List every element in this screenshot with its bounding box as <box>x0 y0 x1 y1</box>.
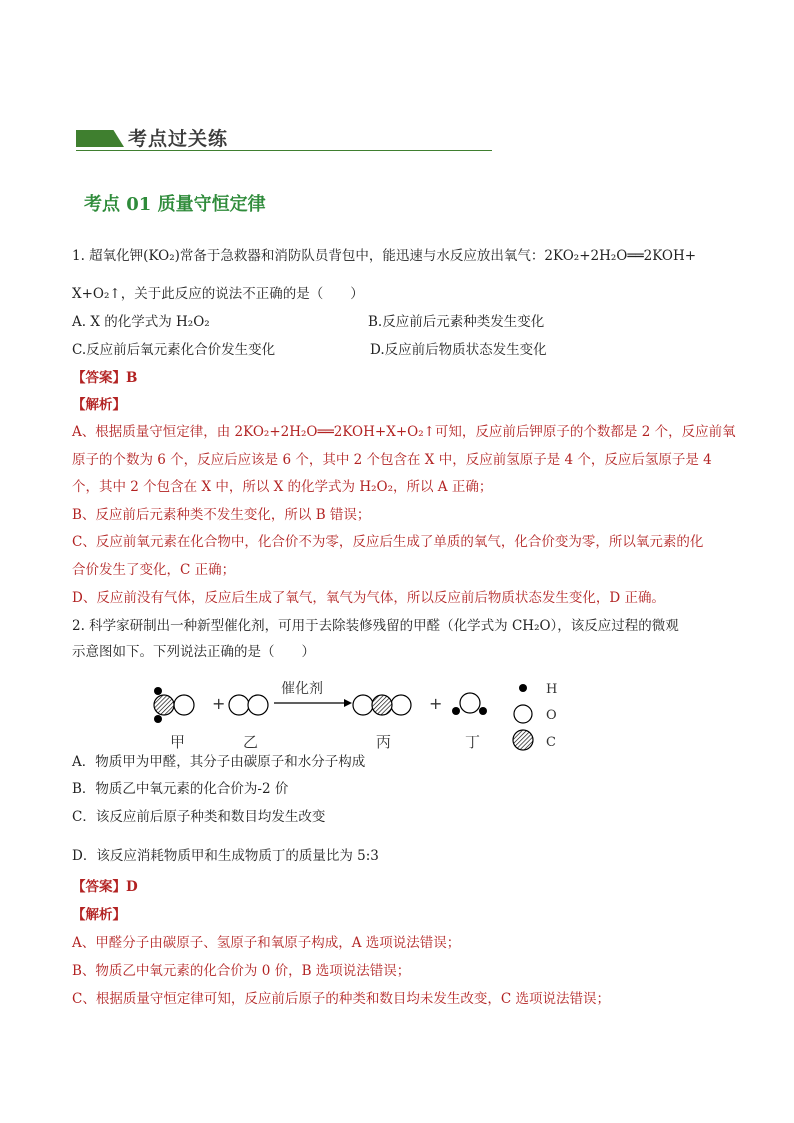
reaction-arrow <box>274 699 352 707</box>
q2-analysis-line: B、物质乙中氧元素的化合价为 0 价，B 选项说法错误； <box>72 963 411 979</box>
molecule-yi <box>229 695 268 715</box>
q1-analysis-line: B、反应前后元素种类不发生变化，所以 B 错误； <box>72 507 371 523</box>
reaction-diagram <box>150 678 590 760</box>
label-bing: 丙 <box>376 733 392 751</box>
q1-analysis-line: 原子的个数为 6 个，反应后应该是 6 个，其中 2 个包含在 X 中，反应前氢原子是 4 个，反应后氢原子是 4 <box>72 452 712 468</box>
banner-rule <box>76 150 492 151</box>
q1-stem-line2: X+O₂↑，关于此反应的说法不正确的是（ ） <box>72 286 364 302</box>
molecule-jia <box>154 687 194 723</box>
legend-o: O <box>546 708 557 723</box>
q2-analysis-line: C、根据质量守恒定律可知，反应前后原子的种类和数目均未发生改变，C 选项说法错误； <box>72 991 610 1007</box>
q2-analysis-line: A、甲醛分子由碳原子、氢原子和氧原子构成，A 选项说法错误； <box>72 935 461 951</box>
q1-analysis-line: C、反应前氧元素在化合物中，化合价不为零，反应后生成了单质的氧气，化合价变为零，所以氧元素的化 <box>72 534 704 550</box>
q2-stem-line2: 示意图如下。下列说法正确的是（ ） <box>72 644 315 660</box>
legend <box>513 682 557 750</box>
banner-decoration <box>76 130 124 147</box>
plus-sign: + <box>212 694 226 713</box>
label-yi: 乙 <box>243 733 259 751</box>
section-heading: 考点 01 质量守恒定律 <box>84 194 266 215</box>
q2-answer: 【答案】D <box>72 879 138 895</box>
q1-option-a: A. X 的化学式为 H₂O₂ <box>72 314 210 330</box>
q2-option-c: C．该反应前后原子种类和数目均发生改变 <box>72 809 326 825</box>
q2-analysis-label: 【解析】 <box>72 907 126 923</box>
q1-analysis-label: 【解析】 <box>72 397 126 413</box>
label-jia: 甲 <box>170 733 186 751</box>
banner-title: 考点过关练 <box>128 128 229 150</box>
catalyst-label: 催化剂 <box>281 681 323 697</box>
q2-option-d: D．该反应消耗物质甲和生成物质丁的质量比为 5:3 <box>72 848 379 864</box>
q1-answer: 【答案】B <box>72 370 138 386</box>
legend-c: C <box>546 735 556 750</box>
q1-analysis-line: A、根据质量守恒定律，由 2KO₂+2H₂O══2KOH+X+O₂↑可知，反应前后钾原子的个数都是 2 个，反应前氧 <box>72 424 736 440</box>
legend-h: H <box>546 682 558 697</box>
q2-option-a: A．物质甲为甲醛，其分子由碳原子和水分子构成 <box>72 754 366 770</box>
q1-stem-line1: 1. 超氧化钾(KO₂)常备于急救器和消防队员背包中，能迅速与水反应放出氧气：2KO₂+2H₂O══2KOH+ <box>72 248 697 264</box>
q1-option-d: D.反应前后物质状态发生变化 <box>370 342 547 358</box>
molecule-bing <box>353 695 411 715</box>
q1-analysis-line: 合价发生了变化，C 正确； <box>72 562 236 578</box>
q2-stem-line1: 2. 科学家研制出一种新型催化剂，可用于去除装修残留的甲醛（化学式为 CH₂O），该反应过程的微观 <box>72 618 679 634</box>
label-ding: 丁 <box>465 733 481 751</box>
q1-option-b: B.反应前后元素种类发生变化 <box>368 314 545 330</box>
q1-analysis-line: D、反应前没有气体，反应后生成了氧气，氧气为气体，所以反应前后物质状态发生变化，D 正确。 <box>72 590 665 606</box>
q1-option-c: C.反应前后氧元素化合价发生变化 <box>72 342 276 358</box>
q2-option-b: B．物质乙中氧元素的化合价为-2 价 <box>72 781 289 797</box>
molecule-ding <box>452 693 487 715</box>
q1-analysis-line: 个，其中 2 个包含在 X 中，所以 X 的化学式为 H₂O₂，所以 A 正确； <box>72 479 493 495</box>
plus-sign: + <box>429 694 443 713</box>
